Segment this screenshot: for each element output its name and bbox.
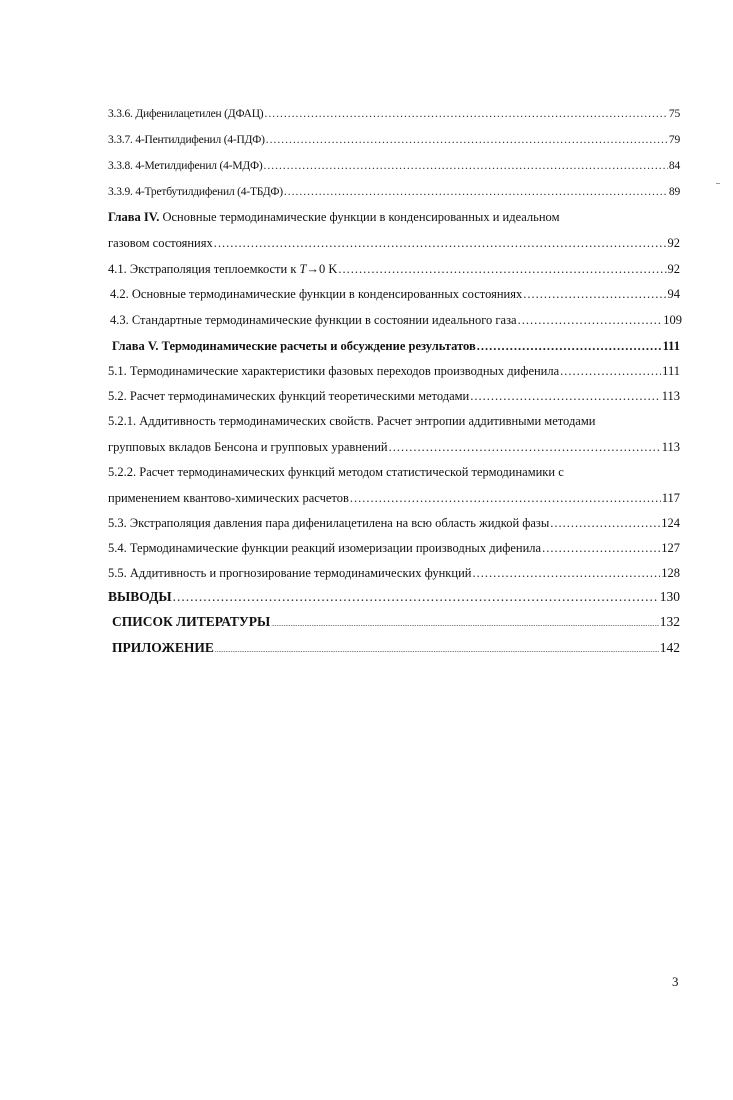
dot-leader [472, 565, 660, 581]
toc-entry [108, 132, 680, 148]
dot-leader [518, 312, 663, 328]
dot-leader [264, 158, 668, 174]
dot-leader [470, 388, 660, 404]
toc-entry-label-cont: газовом состояниях [108, 236, 213, 250]
label-suffix: →0 K [306, 262, 338, 276]
toc-entry-label: 5.2. Расчет термодинамических функций теоретическими методами [108, 389, 470, 403]
dot-leader [271, 616, 659, 632]
toc-entry-label: 5.4. Термодинамические функции реакций изомеризации производных дифенила [108, 541, 542, 555]
toc-entry-page: 117 [661, 491, 680, 505]
toc-entry [108, 515, 680, 531]
dot-leader [266, 132, 668, 148]
label-prefix: 4.1. Экстраполяция теплоемкости к [108, 262, 300, 276]
toc-entry-label: ПРИЛОЖЕНИЕ [112, 640, 214, 655]
toc-entry [108, 388, 680, 404]
dot-leader [523, 286, 666, 302]
toc-entry-page: 111 [662, 339, 680, 353]
toc-entry [108, 235, 680, 251]
dot-leader [389, 439, 661, 455]
toc-entry [108, 158, 680, 174]
toc-entry-page: 92 [667, 236, 680, 250]
toc-entry-label: 3.3.6. Дифенилацетилен (ДФАЦ) [108, 108, 264, 120]
toc-entry-label: 5.5. Аддитивность и прогнозирование термодинамических функций [108, 566, 472, 580]
toc-entry-page: 92 [667, 262, 680, 276]
toc-entry-label: 3.3.9. 4-Третбутилдифенил (4-ТБДФ) [108, 186, 283, 198]
toc-entry [108, 589, 680, 605]
dot-leader [284, 184, 668, 200]
dot-leader [215, 642, 659, 658]
toc-entry-label-cont: применением квантово-химических расчетов [108, 491, 349, 505]
dot-leader [477, 338, 662, 354]
dot-leader [542, 540, 660, 556]
toc-entry-page: 113 [661, 440, 680, 454]
toc-entry-label: 5.2.2. Расчет термодинамических функций методом статистической термодинамики с [108, 465, 564, 479]
chapter-label: Глава IV. [108, 210, 160, 224]
dot-leader [560, 363, 661, 379]
page-number: 3 [672, 974, 679, 989]
dot-leader [550, 515, 660, 531]
dot-leader [214, 235, 667, 251]
scan-artifact [716, 183, 720, 184]
toc-entry [108, 565, 680, 581]
toc-entry-label: 3.3.8. 4-Метилдифенил (4-МДФ) [108, 160, 263, 172]
toc-entry [112, 640, 680, 658]
dot-leader [173, 589, 659, 605]
toc-entry-page: 128 [661, 566, 680, 580]
toc-entry-page: 111 [662, 364, 680, 378]
dot-leader [338, 261, 666, 277]
toc-entry [108, 363, 680, 379]
toc-entry-page: 130 [659, 589, 680, 604]
toc-entry-label: Основные термодинамические функции в конденсированных и идеальном [159, 210, 560, 224]
toc-entry-label: 5.3. Экстраполяция давления пара дифенилацетилена на всю область жидкой фазы [108, 516, 550, 530]
toc-entry-page: 109 [663, 313, 682, 327]
toc-entry-label: 4.3. Стандартные термодинамические функции в состоянии идеального газа [110, 313, 517, 327]
toc-entry [112, 614, 680, 632]
toc-entry-label-cont: групповых вкладов Бенсона и групповых уравнений [108, 440, 388, 454]
toc-entry-page: 124 [661, 516, 680, 530]
toc-entry-5-2-1-line1 [108, 413, 595, 429]
toc-entry-label [108, 261, 337, 277]
toc-entry [108, 490, 680, 506]
dot-leader [264, 106, 667, 122]
toc-entry-page: 132 [659, 614, 680, 629]
toc-entry-page: 142 [659, 640, 680, 655]
toc-entry-label: 5.1. Термодинамические характеристики фазовых переходов производных дифенила [108, 364, 560, 378]
toc-entry [108, 184, 680, 200]
toc-entry [108, 106, 680, 122]
toc-entry [108, 540, 680, 556]
toc-entry-label: 4.2. Основные термодинамические функции в конденсированных состояниях [110, 287, 523, 301]
toc-entry-label: 3.3.7. 4-Пентилдифенил (4-ПДФ) [108, 134, 265, 146]
toc-entry [110, 312, 682, 328]
toc-entry [112, 338, 680, 354]
toc-entry-page: 113 [661, 389, 680, 403]
toc-entry-label: СПИСОК ЛИТЕРАТУРЫ [112, 614, 271, 629]
toc-entry-label: Глава V. Термодинамические расчеты и обсуждение результатов [112, 339, 476, 353]
dot-leader [350, 490, 661, 506]
toc-entry-page: 79 [668, 134, 680, 146]
temperature-symbol: T [299, 262, 307, 276]
toc-entry-label: ВЫВОДЫ [108, 589, 172, 604]
toc-entry-chapter-4-line1 [108, 209, 559, 225]
toc-entry-page: 89 [668, 186, 680, 198]
toc-entry-page: 84 [668, 160, 680, 172]
toc-entry-label: 5.2.1. Аддитивность термодинамических свойств. Расчет энтропии аддитивными методами [108, 414, 596, 428]
toc-entry [110, 286, 680, 302]
toc-entry [108, 261, 680, 277]
toc-entry-5-2-2-line1 [108, 464, 564, 480]
toc-entry [108, 439, 680, 455]
toc-entry-page: 127 [661, 541, 680, 555]
toc-entry-page: 94 [667, 287, 680, 301]
toc-entry-page: 75 [668, 108, 680, 120]
